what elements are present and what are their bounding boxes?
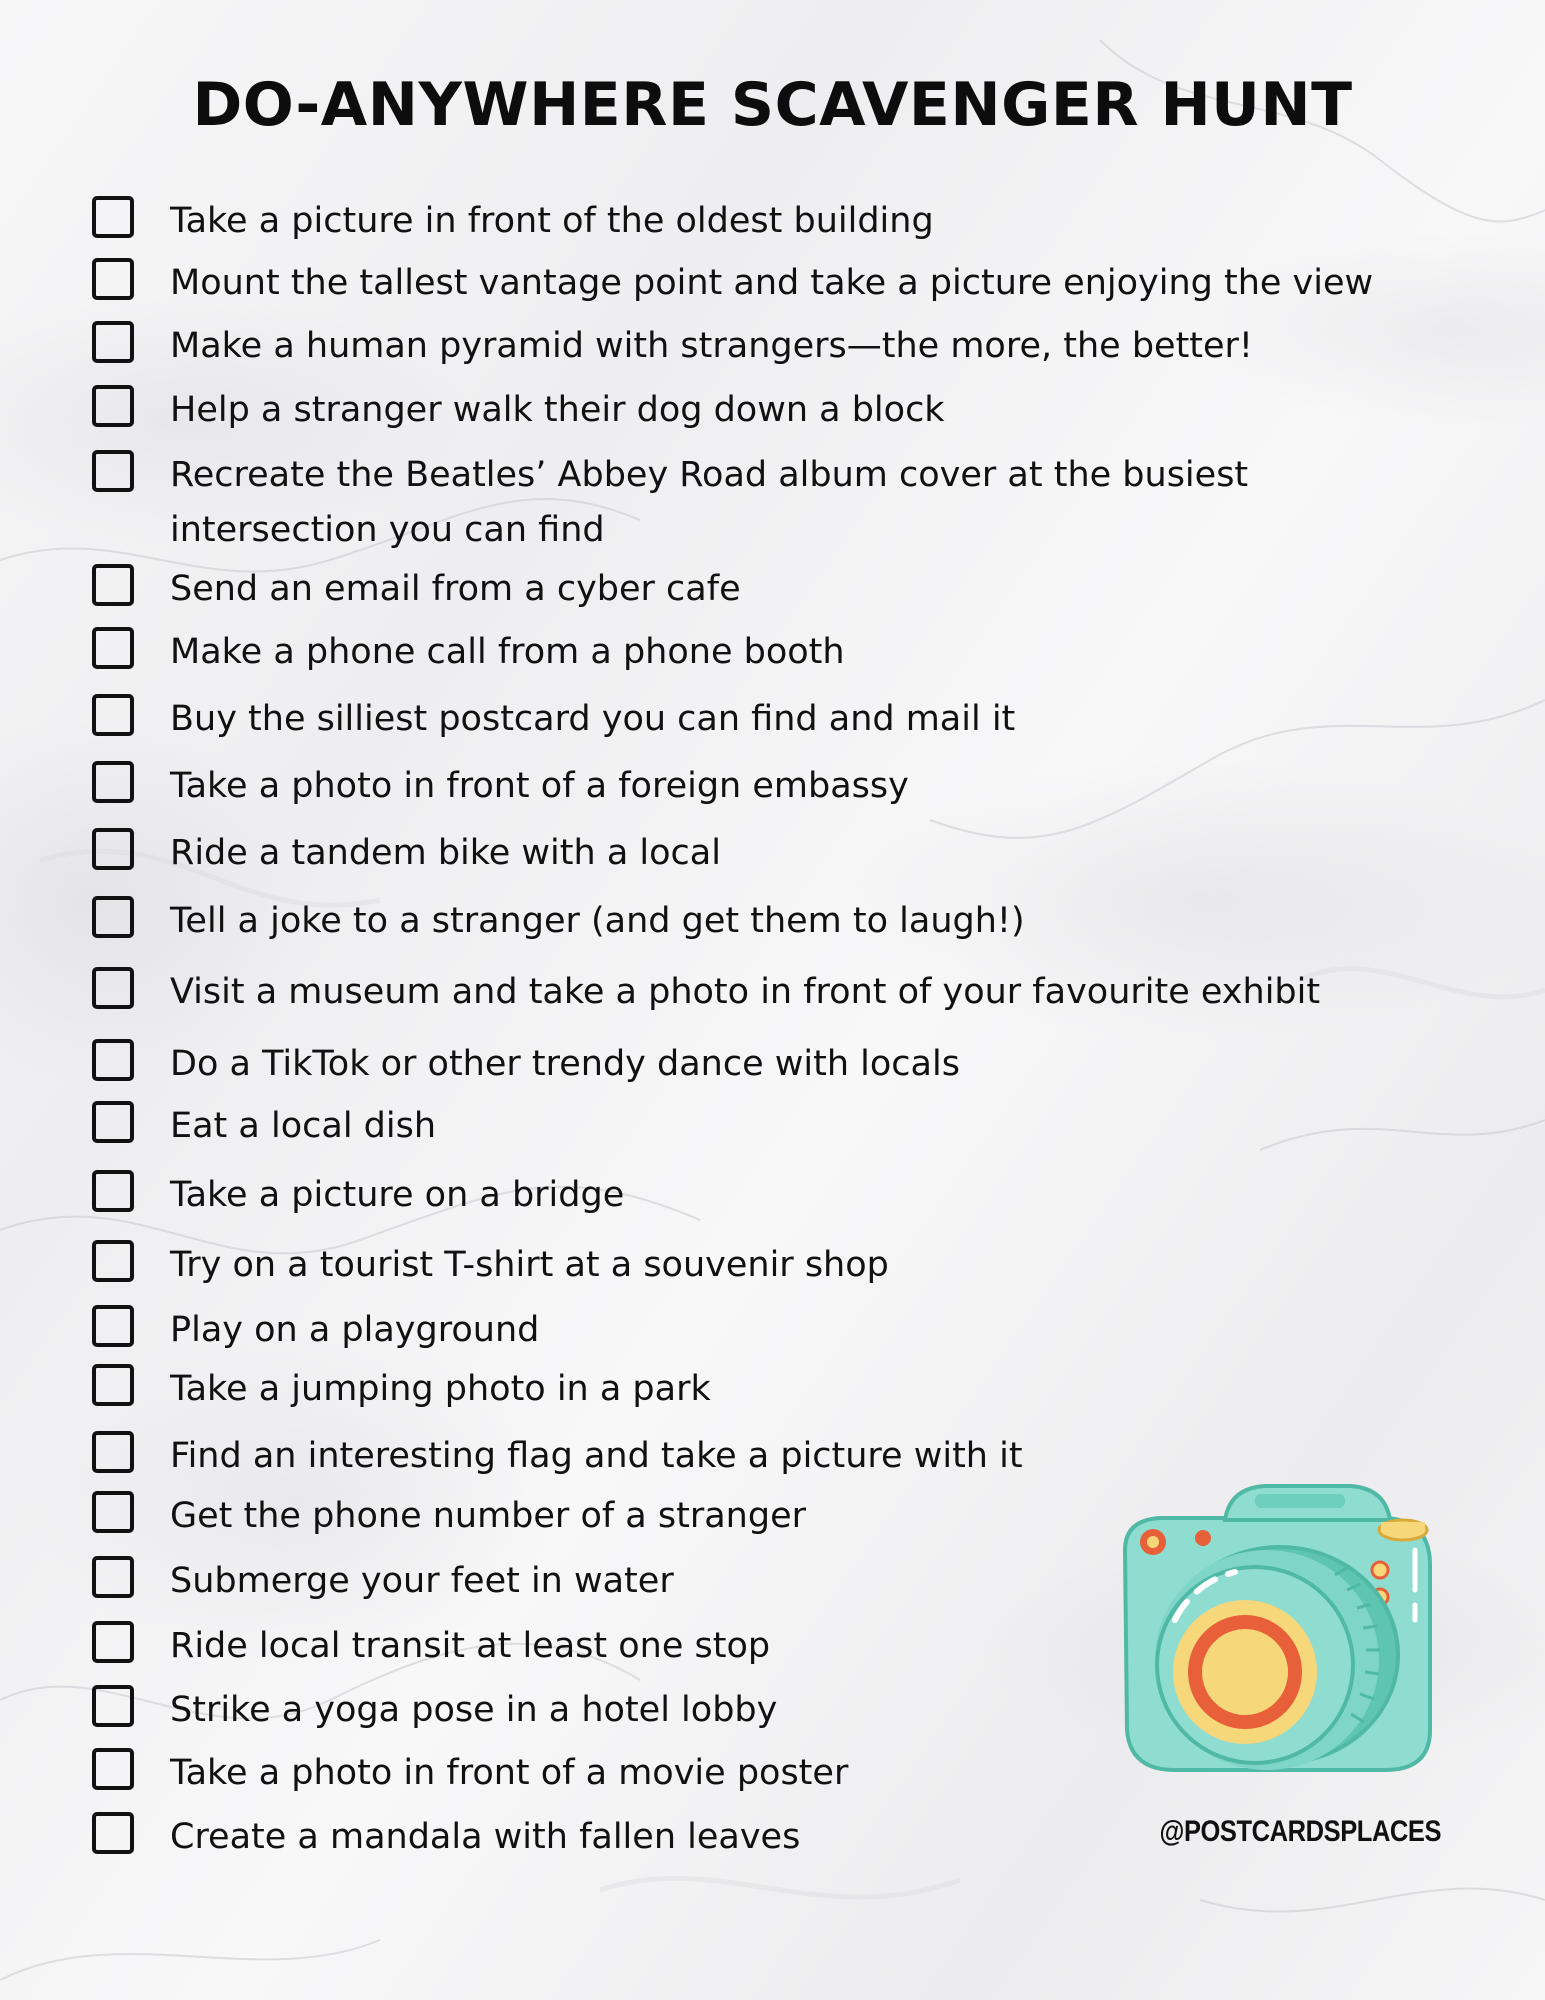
checkbox[interactable] bbox=[92, 1170, 134, 1212]
checkbox[interactable] bbox=[92, 321, 134, 363]
checkbox[interactable] bbox=[92, 564, 134, 606]
item-label: Mount the tallest vantage point and take a picture enjoying the view bbox=[170, 263, 1374, 303]
checkbox[interactable] bbox=[92, 896, 134, 938]
checkbox[interactable] bbox=[92, 1621, 134, 1663]
checkbox[interactable] bbox=[92, 694, 134, 736]
checkbox[interactable] bbox=[92, 967, 134, 1009]
social-handle: @POSTCARDSPLACES bbox=[1159, 1815, 1442, 1848]
checkbox[interactable] bbox=[92, 196, 134, 238]
item-label: Help a stranger walk their dog down a block bbox=[170, 390, 945, 430]
item-label: Send an email from a cyber cafe bbox=[170, 569, 741, 609]
checkbox[interactable] bbox=[92, 1748, 134, 1790]
item-label: Visit a museum and take a photo in front of your favourite exhibit bbox=[170, 972, 1321, 1012]
checkbox[interactable] bbox=[92, 1491, 134, 1533]
item-label: Make a human pyramid with strangers—the more, the better! bbox=[170, 326, 1253, 366]
item-label: Buy the silliest postcard you can find and mail it bbox=[170, 699, 1016, 739]
checkbox[interactable] bbox=[92, 1305, 134, 1347]
checkbox[interactable] bbox=[92, 1364, 134, 1406]
checkbox[interactable] bbox=[92, 1812, 134, 1854]
item-label: Make a phone call from a phone booth bbox=[170, 632, 845, 672]
item-label: Take a picture on a bridge bbox=[170, 1175, 625, 1215]
item-label: Recreate the Beatles’ Abbey Road album cover at the busiest intersection you can find bbox=[170, 455, 1249, 550]
item-label: Ride local transit at least one stop bbox=[170, 1626, 771, 1666]
checkbox[interactable] bbox=[92, 627, 134, 669]
item-label: Get the phone number of a stranger bbox=[170, 1496, 806, 1536]
item-label: Take a photo in front of a movie poster bbox=[170, 1753, 849, 1793]
checkbox[interactable] bbox=[92, 450, 134, 492]
item-label: Eat a local dish bbox=[170, 1106, 437, 1146]
item-label: Tell a joke to a stranger (and get them to laugh!) bbox=[170, 901, 1025, 941]
checkbox[interactable] bbox=[92, 1431, 134, 1473]
camera-icon bbox=[1085, 1480, 1445, 1820]
checkbox[interactable] bbox=[92, 1101, 134, 1143]
checkbox[interactable] bbox=[92, 1685, 134, 1727]
item-label: Do a TikTok or other trendy dance with locals bbox=[170, 1044, 960, 1084]
checkbox[interactable] bbox=[92, 761, 134, 803]
item-label: Create a mandala with fallen leaves bbox=[170, 1817, 801, 1857]
item-label: Take a photo in front of a foreign embassy bbox=[170, 766, 909, 806]
item-label: Ride a tandem bike with a local bbox=[170, 833, 721, 873]
checkbox[interactable] bbox=[92, 258, 134, 300]
checkbox[interactable] bbox=[92, 1240, 134, 1282]
checkbox[interactable] bbox=[92, 1556, 134, 1598]
item-label: Strike a yoga pose in a hotel lobby bbox=[170, 1690, 778, 1730]
item-label: Take a picture in front of the oldest building bbox=[170, 201, 934, 241]
item-label: Submerge your feet in water bbox=[170, 1561, 674, 1601]
item-label: Play on a playground bbox=[170, 1310, 540, 1350]
checkbox[interactable] bbox=[92, 385, 134, 427]
item-label: Find an interesting flag and take a picture with it bbox=[170, 1436, 1023, 1476]
page-title: DO-ANYWHERE SCAVENGER HUNT bbox=[192, 70, 1353, 140]
item-label: Take a jumping photo in a park bbox=[170, 1369, 711, 1409]
checkbox[interactable] bbox=[92, 1039, 134, 1081]
item-label: Try on a tourist T-shirt at a souvenir shop bbox=[170, 1245, 889, 1285]
checkbox[interactable] bbox=[92, 828, 134, 870]
